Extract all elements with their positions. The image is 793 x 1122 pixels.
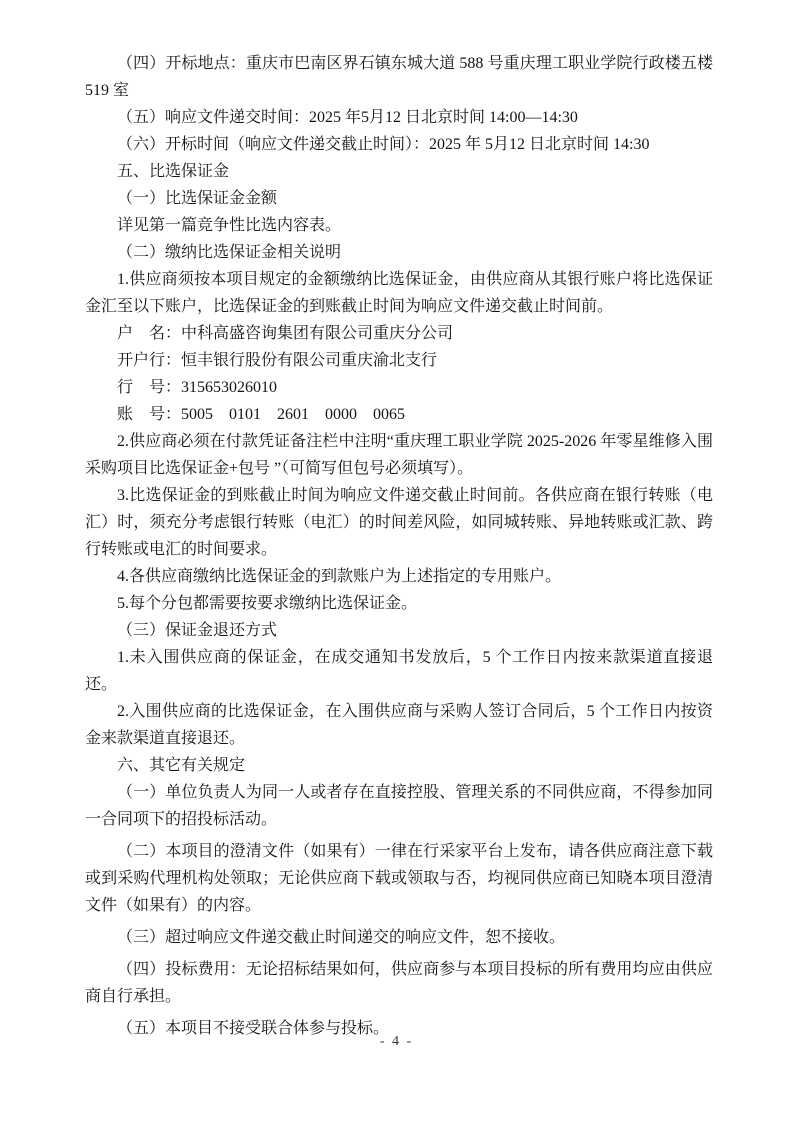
para-5-2-item-4: 4.各供应商缴纳比选保证金的到款账户为上述指定的专用账户。 bbox=[117, 568, 562, 585]
clause-6-open-time: （六）开标时间（响应文件递交截止时间）：2025 年 5月12 日北京时间 14:30 bbox=[117, 136, 650, 153]
section-5-heading: 五、比选保证金 bbox=[117, 163, 230, 180]
para-5-2-item-1: 1.供应商须按本项目规定的金额缴纳比选保证金，由供应商从其银行账户将比选保证 金汇至以下账户，比选保证金的到账截止时间为响应文件递交截止时间前。 bbox=[85, 271, 713, 315]
document-content bbox=[85, 50, 713, 1042]
para-6-3: （三）超过响应文件递交截止时间递交的响应文件，恕不接收。 bbox=[117, 929, 566, 946]
para-5-2-item-3: 3.比选保证金的到账截止时间为响应文件递交截止时间前。各供应商在银行转账（电 汇）时，须充分考虑银行转账（电汇）的时间差风险，如同城转账、异地转账或汇款、跨行转账或电汇的时间要求。 bbox=[85, 487, 713, 558]
para-5-2-item-2: 2.供应商必须在付款凭证备注栏中注明“重庆理工职业学院 2025-2026 年零星维修入围采购项目比选保证金+包号 ”（可简写但包号必须填写）。 bbox=[85, 433, 713, 477]
para-5-1-detail: 详见第一篇竞争性比选内容表。 bbox=[117, 217, 342, 234]
clause-5-submission-time: （五）响应文件递交时间：2025 年5月12 日北京时间 14:00—14:30 bbox=[117, 109, 578, 126]
page-number: - 4 - bbox=[379, 1034, 414, 1049]
account-number: 账 号：5005 0101 2601 0000 0065 bbox=[117, 406, 406, 423]
section-6-heading: 六、其它有关规定 bbox=[117, 757, 246, 774]
subsection-5-3-heading: （三）保证金退还方式 bbox=[117, 622, 278, 639]
para-6-5: （五）本项目不接受联合体参与投标。 bbox=[117, 1020, 390, 1037]
para-6-2: （二）本项目的澄清文件（如果有）一律在行采家平台上发布，请各供应商注意下载或到采购代理机构处领取；无论供应商下载或领取与否，均视同供应商已知晓本项目澄清文件（如果有）的内容。 bbox=[85, 843, 713, 914]
para-6-4: （四）投标费用：无论招标结果如何，供应商参与本项目投标的所有费用均应由供应商自行承担。 bbox=[85, 961, 713, 1005]
page-footer bbox=[0, 1034, 793, 1050]
para-5-2-item-5: 5.每个分包都需要按要求缴纳比选保证金。 bbox=[117, 595, 418, 612]
para-5-3-item-1: 1.未入围供应商的保证金，在成交通知书发放后，5 个工作日内按来款渠道直接退还。 bbox=[85, 649, 713, 693]
clause-4-open-location: （四）开标地点：重庆市巴南区界石镇东城大道 588 号重庆理工职业学院行政楼五楼 519 室 bbox=[85, 55, 713, 99]
para-5-3-item-2: 2.入围供应商的比选保证金，在入围供应商与采购人签订合同后，5 个工作日内按资金来款渠道直接退还。 bbox=[85, 703, 713, 747]
account-bank-number: 行 号：315653026010 bbox=[117, 379, 278, 396]
para-6-1: （一）单位负责人为同一人或者存在直接控股、管理关系的不同供应商，不得参加同一合同项下的招投标活动。 bbox=[85, 784, 713, 828]
subsection-5-2-heading: （二）缴纳比选保证金相关说明 bbox=[117, 244, 342, 261]
account-holder-name: 户 名：中科高盛咨询集团有限公司重庆分公司 bbox=[117, 325, 454, 342]
account-opening-bank: 开户行：恒丰银行股份有限公司重庆渝北支行 bbox=[117, 352, 438, 369]
subsection-5-1-heading: （一）比选保证金金额 bbox=[117, 190, 278, 207]
